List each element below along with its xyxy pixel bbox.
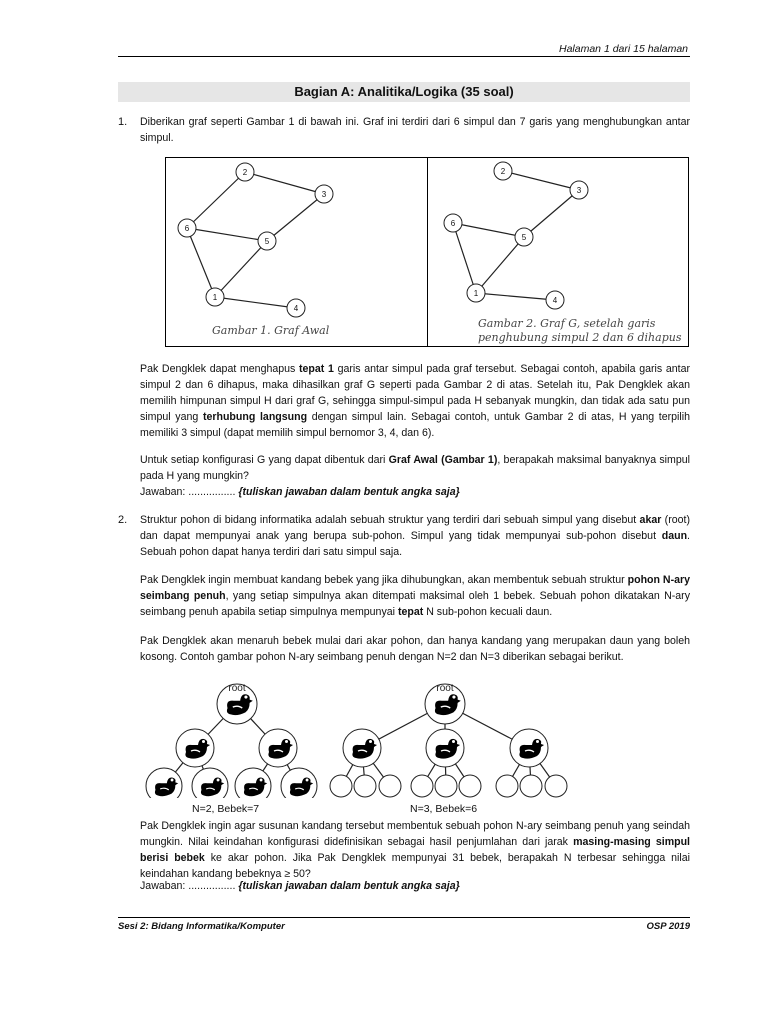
question-2-answer-line: Jawaban: ................ {tuliskan jawaban dalam bentuk angka saja}: [140, 880, 460, 892]
tree-2-empty-leaf-node: [379, 775, 401, 797]
graph-figure-1: [165, 157, 427, 347]
tree-2-caption: N=3, Bebek=6: [410, 803, 478, 815]
tree-1-caption: N=2, Bebek=7: [192, 803, 260, 815]
tree-2-empty-leaf-node: [520, 775, 542, 797]
figure-2-caption-line-2: penghubung simpul 2 dan 6 dihapus: [478, 331, 682, 344]
graph-figure-2: [428, 157, 690, 322]
question-2-paragraph-1: Struktur pohon di bidang informatika adalah sebuah struktur yang terdiri dari sebuah simpul yang disebut akar (root) dan dapat mempunyai anak yang berupa sub-pohon. Simpul yang tidak mempunyai sub-pohon disebut daun. Sebuah pohon dapat hanya terdiri dari satu simpul saja.: [140, 514, 690, 558]
svg-text:2: 2: [242, 168, 248, 177]
tree-figure: [140, 678, 570, 798]
tree-2-empty-leaf-node: [545, 775, 567, 797]
question-1-answer-line: Jawaban: ................ {tuliskan jawaban dalam bentuk angka saja}: [140, 486, 460, 498]
svg-text:4: 4: [552, 296, 558, 305]
footer-rule: [118, 917, 690, 918]
header-rule: [118, 56, 690, 57]
tree-root-label: root: [228, 683, 246, 694]
svg-text:5: 5: [521, 233, 527, 242]
svg-text:3: 3: [321, 190, 327, 199]
svg-text:3: 3: [576, 186, 582, 195]
svg-text:6: 6: [184, 224, 190, 233]
section-title: Bagian A: Analitika/Logika (35 soal): [118, 82, 690, 102]
tree-2-empty-leaf-node: [459, 775, 481, 797]
footer-session-label: Sesi 2: Bidang Informatika/Komputer: [118, 921, 285, 932]
question-1-number: 1.: [118, 116, 128, 128]
question-1-paragraph-2: Untuk setiap konfigurasi G yang dapat dibentuk dari Graf Awal (Gambar 1), berapakah maksimal banyaknya simpul pada H yang mungkin?: [140, 454, 690, 482]
svg-text:4: 4: [293, 304, 299, 313]
question-2-number: 2.: [118, 514, 128, 526]
figure-1-caption: Gambar 1. Graf Awal: [212, 324, 330, 337]
figure-2-caption-line-1: Gambar 2. Graf G, setelah garis: [478, 317, 656, 330]
tree-2-empty-leaf-node: [435, 775, 457, 797]
tree-2-empty-leaf-node: [496, 775, 518, 797]
svg-text:1: 1: [473, 289, 479, 298]
question-1-intro: Diberikan graf seperti Gambar 1 di bawah ini. Graf ini terdiri dari 6 simpul dan 7 garis yang menghubungkan antar simpul.: [140, 116, 690, 144]
svg-text:2: 2: [500, 167, 506, 176]
page-number-label: Halaman 1 dari 15 halaman: [559, 43, 688, 55]
tree-2-empty-leaf-node: [354, 775, 376, 797]
svg-text:1: 1: [212, 293, 218, 302]
question-2-paragraph-2: Pak Dengklek ingin membuat kandang bebek yang jika dihubungkan, akan membentuk sebuah struktur pohon N-ary seimbang penuh, yang setiap simpulnya akan ditempati maksimal oleh 1 bebek. Sebuah pohon dikatakan N-ary seimbang penuh apabila setiap simpulnya mempunyai tepat N sub-pohon kecuali daun.: [140, 574, 691, 618]
svg-text:5: 5: [264, 237, 270, 246]
question-2-paragraph-4: Pak Dengklek ingin agar susunan kandang tersebut membentuk sebuah pohon N-ary seimbang penuh yang seindah mungkin. Nilai keindahan konfigurasi didefinisikan sebagai hasil penjumlahan dari jarak masing-masing simpul berisi bebek ke akar pohon. Jika Pak Dengklek mempunyai 31 bebek, berapakah N terbesar sehingga nilai keindahan kandang bebeknya ≥ 50?: [140, 820, 691, 880]
question-2-paragraph-3: Pak Dengklek akan menaruh bebek mulai dari akar pohon, dan hanya kandang yang merupakan daun yang boleh kosong. Contoh gambar pohon N-ary seimbang penuh dengan N=2 dan N=3 diberikan sebagai berikut.: [140, 635, 690, 663]
footer-event-label: OSP 2019: [646, 921, 690, 932]
tree-2-empty-leaf-node: [411, 775, 433, 797]
svg-text:6: 6: [450, 219, 456, 228]
tree-2-empty-leaf-node: [330, 775, 352, 797]
question-1-paragraph-1: Pak Dengklek dapat menghapus tepat 1 garis antar simpul pada graf tersebut. Sebagai contoh, apabila garis antar simpul 2 dan 6 dihapus, maka dihasilkan graf G seperti pada Gambar 2 di atas. Setelah itu, Pak Dengklek akan memilih himpunan simpul H dari graf G, sehingga simpul-simpul pada H sebanyak mungkin, dan tidak ada satu pun simpul yang terhubung langsung dengan simpul lain. Sebagai contoh, untuk Gambar 2 di atas, H yang terpilih memiliki 3 simpul (dapat memilih simpul bernomor 3, 4, dan 6).: [140, 363, 690, 439]
tree-root-label: root: [436, 683, 454, 694]
